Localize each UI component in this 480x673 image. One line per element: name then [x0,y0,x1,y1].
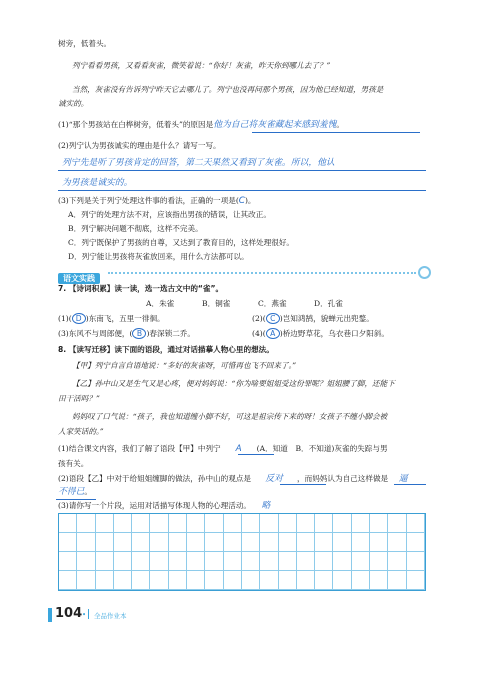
answer-underline [58,190,426,191]
passage-jia: 【甲】列宁自言自语地说：“多好的灰雀呀，可惜再也飞不回来了。” [72,361,297,370]
question-2-text: (2)列宁认为男孩诚实的理由是什么？请写一写。 [58,141,221,150]
question-1-suffix: 。 [336,120,344,129]
page-number: 104 [55,606,83,621]
q7-item-2 [252,313,374,325]
q7-item-text: (2)( [252,314,266,323]
question-3 [58,195,256,207]
footer-bar [48,608,52,622]
q8-sub-1-text: (1)结合课文内容，我们了解了语段【甲】中列宁 [58,444,221,453]
q8-sub-1 [58,443,388,455]
answer-underline [252,132,420,133]
question-8-number: 8. [58,345,67,354]
q8-sub-1-cont: 孩有关。 [58,459,89,468]
q8-sub-1-options: (A．知道 B．不知道)灰雀的失踪与男 [256,444,388,453]
answer-underline [58,170,426,171]
question-3-suffix: )。 [244,196,256,205]
q7-item-3 [58,328,195,340]
q8-sub-2-cont [58,486,92,498]
footer-dot: • [82,611,87,619]
passage-yi: 【乙】孙中山又是生气又是心疼，便对妈妈说：“你为啥要姐姐受这份罪呢？姐姐腰了脚，还能下 [72,379,395,388]
q7-item-text: )桥边野草花，乌衣巷口夕阳斜。 [279,329,390,338]
q8-answer-2b: 逼 [398,474,408,484]
q8-sub-3-text: (3)请你写一个片段，运用对话描写体现人物的心理活动。 [58,501,252,510]
q8-answer-2a: 反对 [265,474,283,484]
q8-sub-2-end: 。 [84,487,92,496]
answer-underline [280,484,326,485]
q7-item-1 [58,313,165,325]
q7-answer-1: D [72,313,86,324]
option-b: B．列宁解决问题不彻底，这样不完美。 [68,224,203,233]
question-7-number: 7. [58,284,67,293]
footer-divider [88,609,89,619]
passage-mother-cont: 人家笑话的。” [58,427,104,436]
answer-1: 他为自己将灰雀藏起来感到羞愧 [213,120,337,130]
q7-item-text: (4)( [252,329,266,338]
choice-b: B．铜雀 [202,299,231,308]
answer-underline [394,484,426,485]
choice-c: C．燕雀 [258,299,287,308]
question-8-title: 【读写迁移】读下面的语段，通过对话描摹人物心里的想法。 [68,345,274,354]
answer-3: C [238,196,245,206]
q7-item-text: )春深锁二乔。 [146,329,195,338]
passage-line: 树旁，低着头。 [58,39,112,48]
q7-answer-2: C [266,313,280,324]
q7-item-text: )东南飞，五里一徘徊。 [85,314,165,323]
passage-mother: 妈妈叹了口气说：“孩子，我也知道缠小脚不好，可这是祖宗传下来的呀！女孩子不缠小脚会被 [72,412,388,421]
question-8-heading [58,344,274,356]
section-end-icon [418,266,431,279]
question-7-title: 【诗词积累】读一读，选一选古文中的“雀”。 [68,284,224,293]
option-d: D．列宁能让男孩将灰雀放回来，用什么方法都可以。 [68,252,249,261]
answer-2-line-1: 列宁先是听了男孩肯定的回答，第二天果然又看到了灰雀。所以，他认 [62,158,335,168]
q7-item-text: (1)( [58,314,72,323]
section-title: 语文实践 [58,273,100,284]
passage-line: 列宁看看男孩，又看看灰雀，微笑着说：“你好！灰雀，昨天你到哪儿去了？” [72,61,331,70]
q7-item-4 [252,328,389,340]
q7-item-text: )岂知鸿鹄，貌蝉元出兜鍪。 [279,314,374,323]
q7-answer-4: A [266,328,280,339]
writing-grid[interactable] [58,513,426,591]
option-a: A．列宁的处理方法不对，应该指出男孩的错误，让其改正。 [68,210,271,219]
q8-answer-2c: 不得已 [58,487,85,497]
passage-line: 当然，灰雀没有告诉列宁昨天它去哪儿了。列宁也没再问那个男孩，因为他已经知道，男孩是 [72,85,384,94]
section-divider [108,272,416,274]
q7-item-text: (3)东风不与周郎便，( [58,329,133,338]
question-7-heading [58,283,223,295]
choice-a: A．朱雀 [146,299,175,308]
answer-underline [238,454,274,455]
q7-answer-3: B [132,328,146,339]
q8-sub-3 [58,500,270,512]
choice-d: D．孔雀 [314,299,343,308]
question-1 [58,119,344,131]
book-name: 全品作业本 [94,612,127,620]
q8-answer-3: 略 [261,501,271,511]
question-3-text: (3)下列是关于列宁处理这件事的看法，正确的一项是( [58,196,239,205]
q8-sub-2-mid: ，而妈妈认为自己这样做是 [297,474,389,483]
answer-2-line-2: 为男孩是诚实的。 [62,178,133,188]
passage-yi-cont: 田干活吗？” [58,394,100,403]
q8-sub-2 [58,473,418,485]
passage-line: 诚实的。 [58,99,89,108]
q8-sub-2-text: (2)语段【乙】中对于给姐姐缠脚的做法，孙中山的观点是 [58,474,252,483]
q8-answer-1: A [235,444,242,454]
question-1-text: (1)“那个男孩站在白桦树旁，低着头”的原因是 [58,120,214,129]
option-c: C．列宁既保护了男孩的自尊，又达到了教育目的，这样处理很好。 [68,238,295,247]
